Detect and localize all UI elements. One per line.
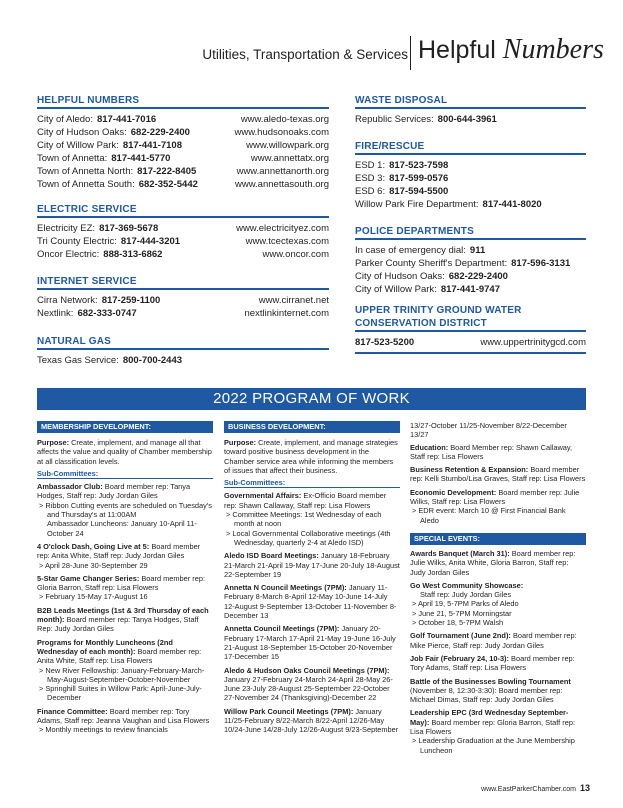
- program-item-heading: Annetta N Council Meetings (7PM):: [224, 583, 347, 593]
- program-item-heading: Awards Banquet (March 31):: [410, 548, 510, 558]
- contact-row: [37, 139, 329, 152]
- section-rule: [355, 107, 586, 109]
- special-events-header: SPECIAL EVENTS:: [410, 533, 586, 545]
- contact-row: [355, 244, 586, 257]
- contact-row: [37, 178, 329, 191]
- contact-phone: 911: [469, 245, 486, 256]
- program-bullet: > Ribbon Cutting events are scheduled on Tuesday's and Thursday's at 11:00AM: [39, 500, 212, 520]
- program-bullet: > February 15-May 17-August 16: [39, 592, 148, 602]
- contact-label: ESD 3:: [355, 173, 386, 184]
- program-bullet: > Local Governmental Collaborative meetings (4th Wednesday, quarterly 2-4 at Aledo ISD): [226, 528, 391, 547]
- program-item-text: January 11-February 8-March 8-April 12-May 10-June 14-July 12-August 9-September 13-October 11-November 8-December 13: [224, 583, 397, 621]
- section-rule: [355, 330, 586, 332]
- program-bullet: > June 21, 5-7PM Morningstar: [412, 608, 512, 618]
- contact-phone: 817-523-7598: [389, 160, 449, 171]
- contact-label: Nextlink:: [37, 308, 74, 319]
- program-bullet: > New River Fellowship: January-February-March-May-August-September-October-November: [39, 665, 205, 684]
- program-item: [410, 488, 586, 507]
- page-number: 13: [579, 783, 590, 793]
- contact-website[interactable]: www.hudsonoaks.com: [234, 127, 329, 138]
- contact-row: [37, 126, 329, 139]
- contact-website[interactable]: nextlinkinternet.com: [244, 308, 329, 319]
- contact-phone: 888-313-6862: [103, 249, 163, 260]
- contact-phone: 817-594-5500: [389, 186, 449, 197]
- waste-list: [355, 113, 586, 126]
- program-item-heading: Willow Park Council Meetings (7PM):: [224, 706, 354, 716]
- water-row: [355, 336, 586, 349]
- contact-row: [355, 198, 586, 211]
- section-rule: [355, 352, 586, 354]
- program-item-heading: Aledo & Hudson Oaks Council Meetings (7PM):: [224, 665, 390, 675]
- program-item: [37, 638, 213, 666]
- contact-row: [37, 294, 329, 307]
- contact-label: City of Hudson Oaks:: [37, 127, 127, 138]
- section-title: WASTE DISPOSAL: [355, 95, 448, 106]
- program-item-heading: Programs for Monthly Luncheons (2nd Wednesday of each month):: [37, 637, 173, 656]
- program-bullet: > Committee Meetings: 1st Wednesday of each month at noon: [226, 510, 382, 529]
- program-item: [37, 574, 213, 593]
- internet-section: [37, 276, 329, 320]
- program-item-heading: Annetta Council Meetings (7PM):: [224, 624, 340, 634]
- program-item-heading: Aledo ISD Board Meetings:: [224, 551, 319, 561]
- willow-park-continued: 13/27-October 11/25-November 8/22-December 13/27: [410, 421, 567, 440]
- program-bullet: > Monthly meetings to review financials: [39, 725, 168, 735]
- contact-label: Cirra Network:: [37, 295, 98, 306]
- contact-phone: 682-229-2400: [448, 271, 508, 282]
- contact-label: Town of Annetta:: [37, 153, 108, 164]
- program-item: [410, 631, 586, 650]
- waste-section: [355, 95, 586, 126]
- contact-label: City of Willow Park:: [355, 284, 437, 295]
- business-column: [224, 421, 400, 735]
- membership-column: [37, 421, 213, 735]
- internet-list: [37, 294, 329, 320]
- contact-label: In case of emergency dial:: [355, 245, 466, 256]
- program-item-text: January 20-February 17-March 17-April 21-May 19-June 16-July 21-August 18-September 15-October 20-November 17-December 15: [224, 624, 396, 662]
- program-item-heading: Job Fair (February 24, 10-3):: [410, 653, 509, 663]
- program-item-text: January 27-February 24-March 24-April 28-May 26-June 23-July 28-August 25-September 22-October 27-November 24 (Thanksgiving)-December 22: [224, 674, 393, 703]
- contact-website[interactable]: www.electricityez.com: [236, 223, 329, 234]
- contact-label: ESD 1:: [355, 160, 386, 171]
- contact-label: City of Hudson Oaks:: [355, 271, 445, 282]
- contact-website[interactable]: www.willowpark.org: [246, 140, 329, 151]
- contact-phone: 682-352-5442: [138, 179, 198, 190]
- program-item-text: Board member rep: Tanya Hodges, Staff rep: Judy Jordan Giles: [37, 482, 191, 501]
- contact-label: Town of Annetta South:: [37, 179, 135, 190]
- contact-phone: 817-222-8405: [137, 166, 197, 177]
- program-item-heading: Leadership EPC (3rd Wednesday September-May):: [410, 708, 569, 727]
- membership-header: MEMBERSHIP DEVELOPMENT:: [37, 421, 213, 433]
- program-indented-line: Staff rep: Judy Jordan Giles: [420, 590, 512, 600]
- program-item-heading: 4 O'clock Dash, Going Live at 5:: [37, 541, 150, 551]
- contact-phone: 682-333-0747: [77, 308, 137, 319]
- contact-row: [355, 283, 586, 296]
- right-items: [410, 443, 586, 525]
- section-title-line2: CONSERVATION DISTRICT: [355, 318, 487, 329]
- contact-phone: 817-441-7016: [96, 114, 157, 125]
- program-item-heading: Economic Development:: [410, 487, 497, 497]
- page-title-italic: Numbers: [502, 34, 604, 65]
- program-bullet: > April 19, 5-7PM Parks of Aledo: [412, 599, 519, 609]
- membership-purpose: Purpose: Create, implement, and manage all that affects the value and quality of Chamber membership at all classification levels.: [37, 438, 212, 466]
- program-item: [410, 465, 586, 484]
- program-item: [410, 677, 586, 705]
- program-item-text: Board member rep: Tory Adams, Staff rep: Jeanna Vaughan and Lisa Flowers: [37, 706, 210, 726]
- program-item-text: Board member rep: Mike Pierce, Staff rep: Judy Jordan Giles: [410, 631, 577, 650]
- contact-row: [355, 185, 586, 198]
- program-item: [224, 551, 400, 579]
- contact-label: City of Willow Park:: [37, 140, 119, 151]
- contact-row: [355, 113, 586, 126]
- contact-label: Town of Annetta North:: [37, 166, 134, 177]
- business-header: BUSINESS DEVELOPMENT:: [224, 421, 400, 433]
- program-item-text: Board member rep: Tanya Hodges, Staff Rep: Judy Jordan Giles: [37, 615, 199, 634]
- program-item-heading: Battle of the Businesses Bowling Tournament: [410, 676, 571, 686]
- contact-phone: 817-596-3131: [511, 258, 571, 269]
- program-item: [37, 606, 213, 634]
- program-item-text: (November 8, 12:30-3:30): Board member rep: Michael Dimas, Staff rep: Judy Jordan Giles: [410, 685, 563, 705]
- section-rule: [355, 238, 586, 240]
- contact-row: [37, 235, 329, 248]
- contact-label: Willow Park Fire Department:: [355, 199, 479, 210]
- right-column: [410, 421, 586, 755]
- footer-site[interactable]: www.EastParkerChamber.com: [481, 786, 576, 793]
- program-item-text: Board member rep: Anita White, Staff rep: Judy Jordan Giles: [37, 541, 201, 561]
- section-title: HELPFUL NUMBERS: [37, 95, 140, 106]
- program-bullet: > October 18, 5-7PM Walsh: [412, 618, 504, 628]
- program-item-text: January 11/25-February 8/22-March 8/22-April 12/26-May 10/24-June 14/28-July 12/26-August 9/23-September: [224, 706, 399, 735]
- contact-phone: 817-441-5770: [111, 153, 171, 164]
- program-item-heading: Go West Community Showcase:: [410, 580, 524, 590]
- program-item: [224, 491, 400, 510]
- contact-row: [37, 248, 329, 261]
- program-item-text: Board member rep: Gloria Barron, Staff rep: Lisa Flowers: [410, 717, 576, 737]
- program-bullet: > April 28-June 30-September 29: [39, 560, 148, 570]
- special-items: [410, 549, 586, 755]
- helpful-numbers-section: [37, 95, 329, 191]
- program-item-text: Board member rep: Tory Adams, Staff rep: Lisa Flowers: [410, 653, 575, 673]
- program-item-heading: 5-Star Game Changer Series:: [37, 573, 140, 583]
- program-item-heading: Education:: [410, 442, 449, 452]
- water-site[interactable]: www.uppertrinitygcd.com: [480, 337, 586, 348]
- program-item: [224, 624, 400, 661]
- helpful-numbers-list: [37, 113, 329, 191]
- electric-list: [37, 222, 329, 261]
- police-section: [355, 226, 586, 296]
- program-item: [410, 654, 586, 673]
- contact-row: [355, 270, 586, 283]
- section-title: POLICE DEPARTMENTS: [355, 226, 474, 237]
- contact-row: [37, 113, 329, 126]
- contact-row: [37, 222, 329, 235]
- section-rule: [37, 288, 329, 290]
- contact-website[interactable]: www.annettanorth.org: [236, 166, 329, 177]
- water-section: [355, 305, 586, 349]
- program-item: [224, 707, 400, 735]
- program-indented-line: Ambassador Luncheons: January 10-April 11-October 24: [47, 519, 197, 538]
- police-list: [355, 244, 586, 296]
- section-title: INTERNET SERVICE: [37, 276, 137, 287]
- program-item-text: Board member rep: Kelli Stumbo/Lisa Graves, Staff rep: Lisa Flowers: [410, 465, 586, 484]
- program-item-heading: Finance Committee:: [37, 706, 108, 716]
- program-item-text: Ex-Officio Board member rep: Shawn Callaway, Staff rep: Lisa Flowers: [224, 491, 387, 510]
- program-item-text: Board Member rep: Shawn Callaway, Staff rep: Lisa Flowers: [410, 442, 573, 461]
- contact-row: [37, 354, 329, 367]
- fire-list: [355, 159, 586, 211]
- contact-label: Texas Gas Service:: [37, 355, 119, 366]
- contact-phone: 817-259-1100: [101, 295, 161, 306]
- program-item: [410, 581, 586, 590]
- contact-label: Oncor Electric:: [37, 249, 100, 260]
- contact-phone: 817-441-9747: [440, 284, 500, 295]
- membership-subcommittees: Sub-Committees:: [37, 469, 213, 479]
- contact-phone: 800-644-3961: [437, 114, 497, 125]
- program-bullet: > Leadership Graduation at the June Membership Luncheon: [412, 736, 575, 755]
- section-rule: [37, 216, 329, 218]
- contact-website[interactable]: www.cirranet.net: [258, 295, 329, 306]
- section-title: NATURAL GAS: [37, 336, 112, 347]
- contact-website[interactable]: www.tcectexas.com: [245, 236, 329, 247]
- page-title-plain: Helpful: [418, 36, 496, 64]
- contact-phone: 817-369-5678: [99, 223, 159, 234]
- contact-label: City of Aledo:: [37, 114, 93, 125]
- business-purpose: Purpose: Create, implement, and manage strategies toward positive business development in the Chamber service area while informing the members of issues that affect their business.: [224, 438, 398, 475]
- footer: [481, 783, 590, 793]
- program-bullet: > Springhill Suites in Willow Park: April-June-July-December: [39, 684, 202, 703]
- contact-label: Electricity EZ:: [37, 223, 96, 234]
- program-item-heading: Ambassador Club:: [37, 482, 103, 492]
- contact-phone: 800-700-2443: [122, 355, 183, 366]
- water-phone: 817-523-5200: [355, 337, 415, 348]
- header-divider: [410, 36, 411, 70]
- page-title: [418, 34, 604, 66]
- section-rule: [355, 153, 586, 155]
- program-item: [410, 443, 586, 462]
- program-item-text: Board member rep: Anita White, Staff rep: Lisa Flowers: [37, 646, 202, 666]
- contact-row: [355, 257, 586, 270]
- contact-label: Republic Services:: [355, 114, 434, 125]
- program-item: [224, 583, 400, 620]
- program-item-text: January 18-February 21-March 21-April 19-May 17-June 20-July 18-August 22-September 19: [224, 551, 400, 579]
- contact-row: [37, 165, 329, 178]
- gas-list: [37, 354, 329, 367]
- program-item-heading: Business Retention & Expansion:: [410, 465, 529, 475]
- program-item: [224, 666, 400, 703]
- contact-row: [355, 172, 586, 185]
- contact-website[interactable]: www.oncor.com: [262, 249, 329, 260]
- membership-items: [37, 482, 213, 734]
- section-rule: [37, 348, 329, 350]
- electric-section: [37, 204, 329, 261]
- program-item-heading: Golf Tournament (June 2nd):: [410, 631, 511, 641]
- fire-section: [355, 141, 586, 211]
- section-title-line1: UPPER TRINITY GROUND WATER: [355, 305, 522, 316]
- section-title: FIRE/RESCUE: [355, 141, 425, 152]
- program-item: [37, 707, 213, 726]
- contact-label: Parker County Sheriff's Department:: [355, 258, 508, 269]
- contact-phone: 817-444-3201: [120, 236, 181, 247]
- header-subtitle: Utilities, Transportation & Services: [202, 47, 408, 62]
- program-item-text: Board member rep: Julie Wilks, Staff rep: Lisa Flowers: [410, 487, 580, 507]
- program-banner: 2022 PROGRAM OF WORK: [37, 388, 586, 410]
- business-items: [224, 491, 400, 734]
- contact-phone: 817-441-8020: [482, 199, 542, 210]
- contact-row: [37, 152, 329, 165]
- section-title: ELECTRIC SERVICE: [37, 204, 137, 215]
- program-item: [410, 549, 586, 577]
- program-item: [37, 482, 213, 501]
- contact-label: ESD 6:: [355, 186, 386, 197]
- contact-label: Tri County Electric:: [37, 236, 117, 247]
- program-item: [410, 708, 586, 736]
- contact-row: [37, 307, 329, 320]
- program-item-heading: Governmental Affairs:: [224, 491, 302, 501]
- contact-phone: 682-229-2400: [130, 127, 190, 138]
- section-rule: [37, 107, 329, 109]
- contact-website[interactable]: www.aledo-texas.org: [240, 114, 329, 125]
- business-subcommittees: Sub-Committees:: [224, 478, 400, 488]
- gas-section: [37, 336, 329, 367]
- contact-phone: 817-599-0576: [389, 173, 449, 184]
- program-item: [37, 542, 213, 561]
- contact-website[interactable]: www.annettasouth.org: [234, 179, 329, 190]
- contact-phone: 817-441-7108: [122, 140, 182, 151]
- program-bullet: > EDR event: March 10 @ First Financial Bank Aledo: [412, 506, 566, 525]
- program-item-heading: B2B Leads Meetings (1st & 3rd Thursday of each month):: [37, 605, 209, 625]
- contact-row: [355, 159, 586, 172]
- program-item-text: Board member rep: Gloria Barron, Staff rep: Lisa Flowers: [37, 573, 206, 593]
- contact-website[interactable]: www.annettatx.org: [250, 153, 329, 164]
- program-item-text: Board member rep: Julie Wilks, Anita White, Gloria Barron, Staff rep: Judy Jordan Giles: [410, 548, 576, 577]
